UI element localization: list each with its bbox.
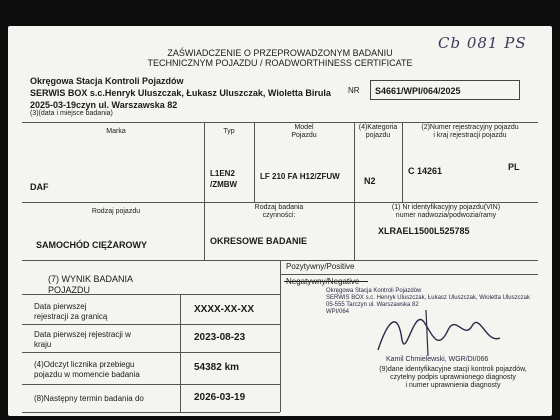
result-positive: Pozytywny/Positive bbox=[286, 262, 355, 271]
table-line bbox=[22, 202, 538, 203]
diagnostician-caption: (9)dane identyfikacyjne stacji kontroli pojazdów, czytelny podpis uprawnionego diagnosty i numer uprawnienia diagnosty bbox=[379, 366, 527, 389]
certificate-title-line1: ZAŚWIADCZENIE O PRZEPROWADZONYM BADANIU bbox=[167, 48, 393, 58]
result-title: (7) WYNIK BADANIA POJAZDU bbox=[48, 274, 134, 295]
diagnostician-name: Kamil Chmielewski, WGR/DI/066 bbox=[386, 356, 489, 363]
table-line bbox=[280, 260, 281, 412]
vehicle-kind: SAMOCHÓD CIĘŻAROWY bbox=[36, 240, 147, 250]
stamp-line: SERWIS BOX s.c. Henryk Uluszczak, Łukasz Uluszczak, Wioletta Uluszczak bbox=[326, 295, 530, 301]
handwritten-note: Cb 081 PS bbox=[438, 34, 527, 52]
first-registration-domestic-label: Data pierwszej rejestracji w kraju bbox=[34, 330, 131, 349]
make-label: Marka bbox=[106, 128, 126, 135]
odometer-reading: 54382 km bbox=[194, 362, 240, 373]
result-negative: Negatywny/Negative bbox=[286, 277, 360, 286]
next-inspection-date: 2026-03-19 bbox=[194, 392, 246, 403]
station-name: Okręgowa Stacja Kontroli Pojazdów bbox=[30, 76, 184, 86]
vin-label: (1) Nr identyfikacyjny pojazdu(VIN) numer nadwozia/podwozia/ramy bbox=[391, 204, 501, 219]
table-line bbox=[22, 324, 280, 325]
odometer-reading-label: (4)Odczyt licznika przebiegu pojazdu w momencie badania bbox=[34, 360, 140, 379]
vehicle-type: L1EN2 /ZMBW bbox=[210, 169, 238, 189]
registration-number: C 14261 bbox=[408, 166, 443, 176]
inspection-kind: OKRESOWE BADANIE bbox=[210, 236, 308, 246]
inspection-kind-label: Rodzaj badania czynności: bbox=[254, 204, 304, 219]
diagnostician-signature bbox=[368, 300, 508, 360]
table-line bbox=[180, 294, 181, 412]
inspection-date-place-label: (3)(data i miejsce badania) bbox=[30, 110, 113, 117]
table-line bbox=[22, 122, 538, 123]
type-label: Typ bbox=[223, 128, 235, 135]
table-line bbox=[22, 294, 280, 295]
station-company: SERWIS BOX s.c.Henryk Uluszczak, Łukasz Uluszczak, Wioletta Birula bbox=[30, 88, 331, 98]
first-registration-abroad: XXXX-XX-XX bbox=[194, 304, 255, 315]
certificate-sheet bbox=[8, 26, 552, 416]
stamp-line: Okręgowa Stacja Kontroli Pojazdów bbox=[326, 288, 422, 294]
table-line bbox=[22, 352, 280, 353]
vehicle-model: LF 210 FA H12/ZFUW bbox=[260, 172, 340, 181]
model-label: Model Pojazdu bbox=[291, 124, 317, 139]
certificate-number: S4661/WPI/064/2025 bbox=[370, 80, 520, 100]
stamp-line: WPI/064 bbox=[326, 309, 350, 315]
table-line bbox=[22, 384, 280, 385]
next-inspection-label: (8)Następny termin badania do bbox=[34, 394, 144, 403]
category-label: (4)Kategoria pojazdu bbox=[358, 124, 398, 139]
table-line bbox=[280, 274, 538, 275]
negative-strikethrough bbox=[284, 281, 368, 282]
registration-number-label: (2)Numer rejestracyjny pojazdu i kraj rejestracji pojazdu bbox=[421, 124, 519, 139]
vehicle-make: DAF bbox=[30, 182, 49, 192]
vehicle-category: N2 bbox=[364, 176, 376, 186]
first-registration-domestic: 2023-08-23 bbox=[194, 332, 246, 343]
certificate-title-line2: TECHNICZNYM POJAZDU / ROADWORTHINESS CERTIFICATE bbox=[147, 58, 413, 68]
certificate-number-label: NR bbox=[348, 86, 360, 95]
inspection-date-place: 2025-03-19czyn ul. Warszawska 82 bbox=[30, 100, 178, 110]
first-registration-abroad-label: Data pierwszej rejestracji za granicą bbox=[34, 302, 108, 321]
vehicle-vin: XLRAEL1500L525785 bbox=[378, 226, 470, 236]
registration-country: PL bbox=[508, 162, 520, 172]
table-line bbox=[22, 412, 280, 413]
stamp-line: 05-555 Tarczyn ul. Warszawska 82 bbox=[326, 302, 419, 308]
vehicle-kind-label: Rodzaj pojazdu bbox=[91, 208, 141, 215]
